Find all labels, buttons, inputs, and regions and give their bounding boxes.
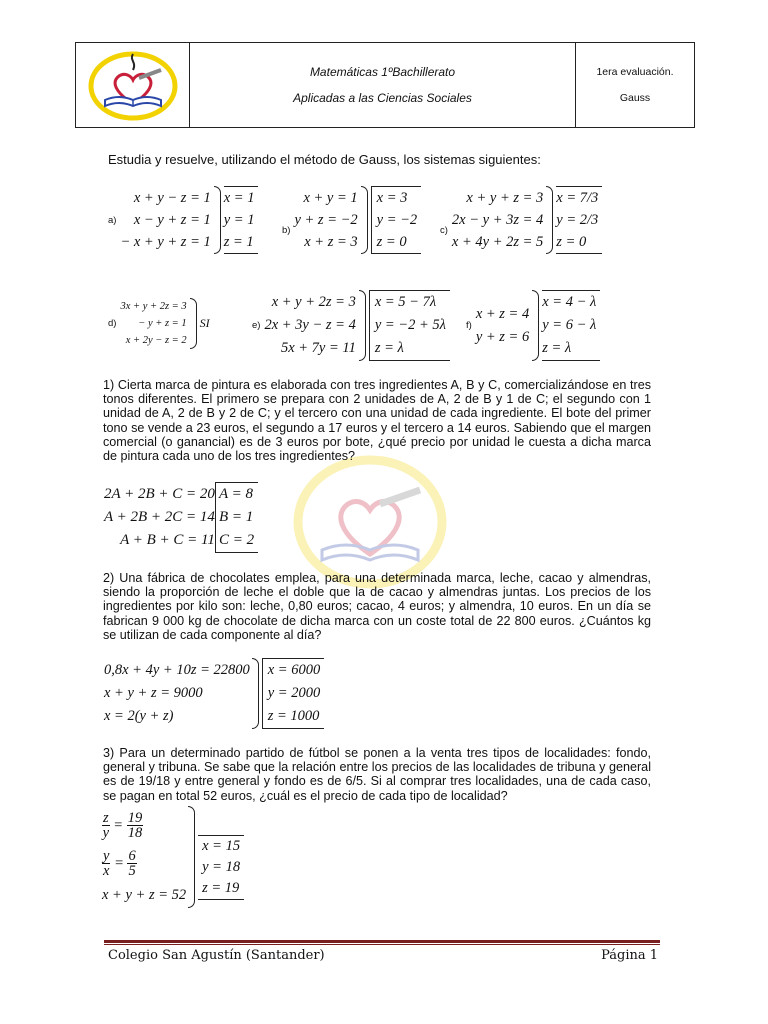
problem-3-text: 3) Para un determinado partido de fútbol se ponen a la venta tres tipos de localidades: fondo, general y tribuna. Se sabe que la relación entre los precios de las localidades de tribuna y general es de 19/18 y entre general y fondo es de 6/5. Si al comprar tres localidades, una de cada caso, se pagan en total 52 euros, ¿cuál es el precio de cada tipo de localidad?	[103, 746, 651, 803]
problem-2-eq2: x + y + z = 9000	[104, 685, 203, 701]
problem-2-eq3: x = 2(y + z)	[104, 708, 174, 724]
problem-2-system	[104, 658, 324, 729]
system-b-sol2: y = −2	[376, 212, 418, 228]
problem-3-sol2: y = 18	[202, 858, 241, 875]
system-d-eq1: 3x + y + 2z = 3	[120, 301, 187, 312]
system-e-sol3: z = λ	[374, 340, 404, 356]
system-a-sol3: z = 1	[223, 234, 254, 250]
system-e-eq1: x + y + 2z = 3	[271, 294, 356, 310]
system-a	[108, 186, 258, 254]
system-c-eq3: x + 4y + 2z = 5	[451, 234, 544, 250]
problem-1-sol1: A = 8	[218, 486, 253, 502]
problem-2-eq1: 0,8x + 4y + 10z = 22800	[104, 662, 250, 678]
system-a-eq2: x − y + z = 1	[133, 212, 211, 228]
system-f-sol2: y = 6 − λ	[542, 317, 597, 333]
system-f-label: f)	[466, 320, 472, 331]
system-f-sol1: x = 4 − λ	[542, 294, 597, 310]
problem-3-sol1: x = 15	[202, 837, 241, 854]
system-d-eq2: − y + z = 1	[138, 318, 187, 329]
problem-1-sol2: B = 1	[218, 509, 254, 525]
system-a-sol2: y = 1	[223, 212, 255, 228]
system-b-sol3: z = 0	[376, 234, 407, 250]
header-box	[75, 42, 695, 128]
system-c-sol1: x = 7/3	[556, 190, 599, 206]
system-f	[466, 290, 600, 361]
problem-1-eq2: A + 2B + 2C = 14	[104, 509, 215, 525]
system-d-label: d)	[108, 318, 117, 329]
system-b-eq2: y + z = −2	[294, 212, 358, 228]
problem-3-eq3: x + y + z = 52	[102, 886, 187, 903]
problem-3-sol3: z = 19	[202, 879, 240, 896]
system-d-sol: SI	[199, 316, 210, 330]
footer-rule	[104, 940, 660, 943]
header-topic: Gauss	[619, 92, 651, 104]
system-a-eq1: x + y − z = 1	[133, 190, 211, 206]
system-a-label: a)	[108, 215, 117, 226]
system-b	[282, 186, 421, 254]
school-logo	[76, 43, 190, 127]
system-f-sol3: z = λ	[542, 340, 572, 356]
footer-rule-thin	[104, 944, 660, 945]
problem-1-eq1: 2A + 2B + C = 20	[104, 486, 215, 502]
footer-school: Colegio San Agustín (Santander)	[108, 948, 325, 963]
system-d	[108, 298, 210, 349]
footer-page-number: Página 1	[601, 948, 658, 963]
problem-2-sol2: y = 2000	[267, 685, 321, 701]
system-b-eq3: x + z = 3	[304, 234, 358, 250]
system-f-eq1: x + z = 4	[475, 305, 530, 322]
system-e-sol2: y = −2 + 5λ	[374, 317, 446, 333]
intro-text: Estudia y resuelve, utilizando el método de Gauss, los sistemas siguientes:	[108, 152, 541, 167]
system-e	[252, 290, 450, 361]
problem-1-eq3: A + B + C = 11	[120, 532, 215, 548]
system-e-label: e)	[252, 320, 261, 331]
problem-2-text: 2) Una fábrica de chocolates emplea, para una determinada marca, leche, cacao y almendras, siendo la proporción de leche el doble que la de cacao y almendras juntas. Los precios de los ingredientes por kilo son: leche, 0,80 euros; cacao, 4 euros; y almendra, 10 euros. En un día se fabrican 9 000 kg de chocolate de dicha marca con un coste total de 22 800 euros. ¿Cuántos kg se utilizan de cada componente al día?	[103, 571, 651, 642]
system-c	[440, 186, 602, 254]
system-a-eq3: − x + y + z = 1	[120, 234, 211, 250]
header-evaluation: 1era evaluación.	[596, 66, 674, 78]
system-d-eq3: x + 2y − z = 2	[125, 335, 187, 346]
system-a-sol1: x = 1	[223, 190, 255, 206]
system-e-eq2: 2x + 3y − z = 4	[264, 317, 356, 333]
problem-3-eq2: $\frac{y}{x}$ = $\frac{6}{5}$	[103, 847, 136, 879]
header-course: Matemáticas 1ºBachillerato	[309, 65, 456, 79]
system-c-sol2: y = 2/3	[556, 212, 599, 228]
problem-3-eq1: $\frac{z}{y}$ = $\frac{19}{18}$	[102, 809, 143, 841]
system-c-label: c)	[440, 225, 448, 236]
system-e-eq3: 5x + 7y = 11	[280, 340, 356, 356]
problem-2-sol1: x = 6000	[267, 662, 321, 678]
problem-3-system	[102, 806, 244, 908]
system-c-eq1: x + y + z = 3	[466, 190, 544, 206]
header-subject: Aplicadas a las Ciencias Sociales	[293, 91, 472, 105]
system-f-eq2: y + z = 6	[475, 328, 530, 345]
problem-1-sol3: C = 2	[218, 532, 255, 548]
system-e-sol1: x = 5 − 7λ	[374, 294, 437, 310]
problem-1-system	[104, 482, 258, 553]
system-c-eq2: 2x − y + 3z = 4	[451, 212, 544, 228]
system-b-label: b)	[282, 225, 291, 236]
problem-1-text: 1) Cierta marca de pintura es elaborada con tres ingredientes A, B y C, comercializándose en tres tonos diferentes. El primero se prepara con 2 unidades de A, 2 de B y 1 de C; el segundo con 1 unidad de A, 2 de B y 2 de C; y el tercero con una unidad de cada ingrediente. El bote del primer tono se vende a 23 euros, el segundo a 17 euros y el tercero a 14 euros. Sabiendo que el margen comercial (o ganancial) es de 3 euros por bote, ¿qué precio por unidad le cuesta a dicha marca de pintura cada uno de los tres ingredientes?	[103, 378, 651, 464]
system-b-sol1: x = 3	[376, 190, 408, 206]
problem-2-sol3: z = 1000	[267, 708, 320, 724]
system-b-eq1: x + y = 1	[303, 190, 358, 206]
system-c-sol3: z = 0	[556, 234, 587, 250]
